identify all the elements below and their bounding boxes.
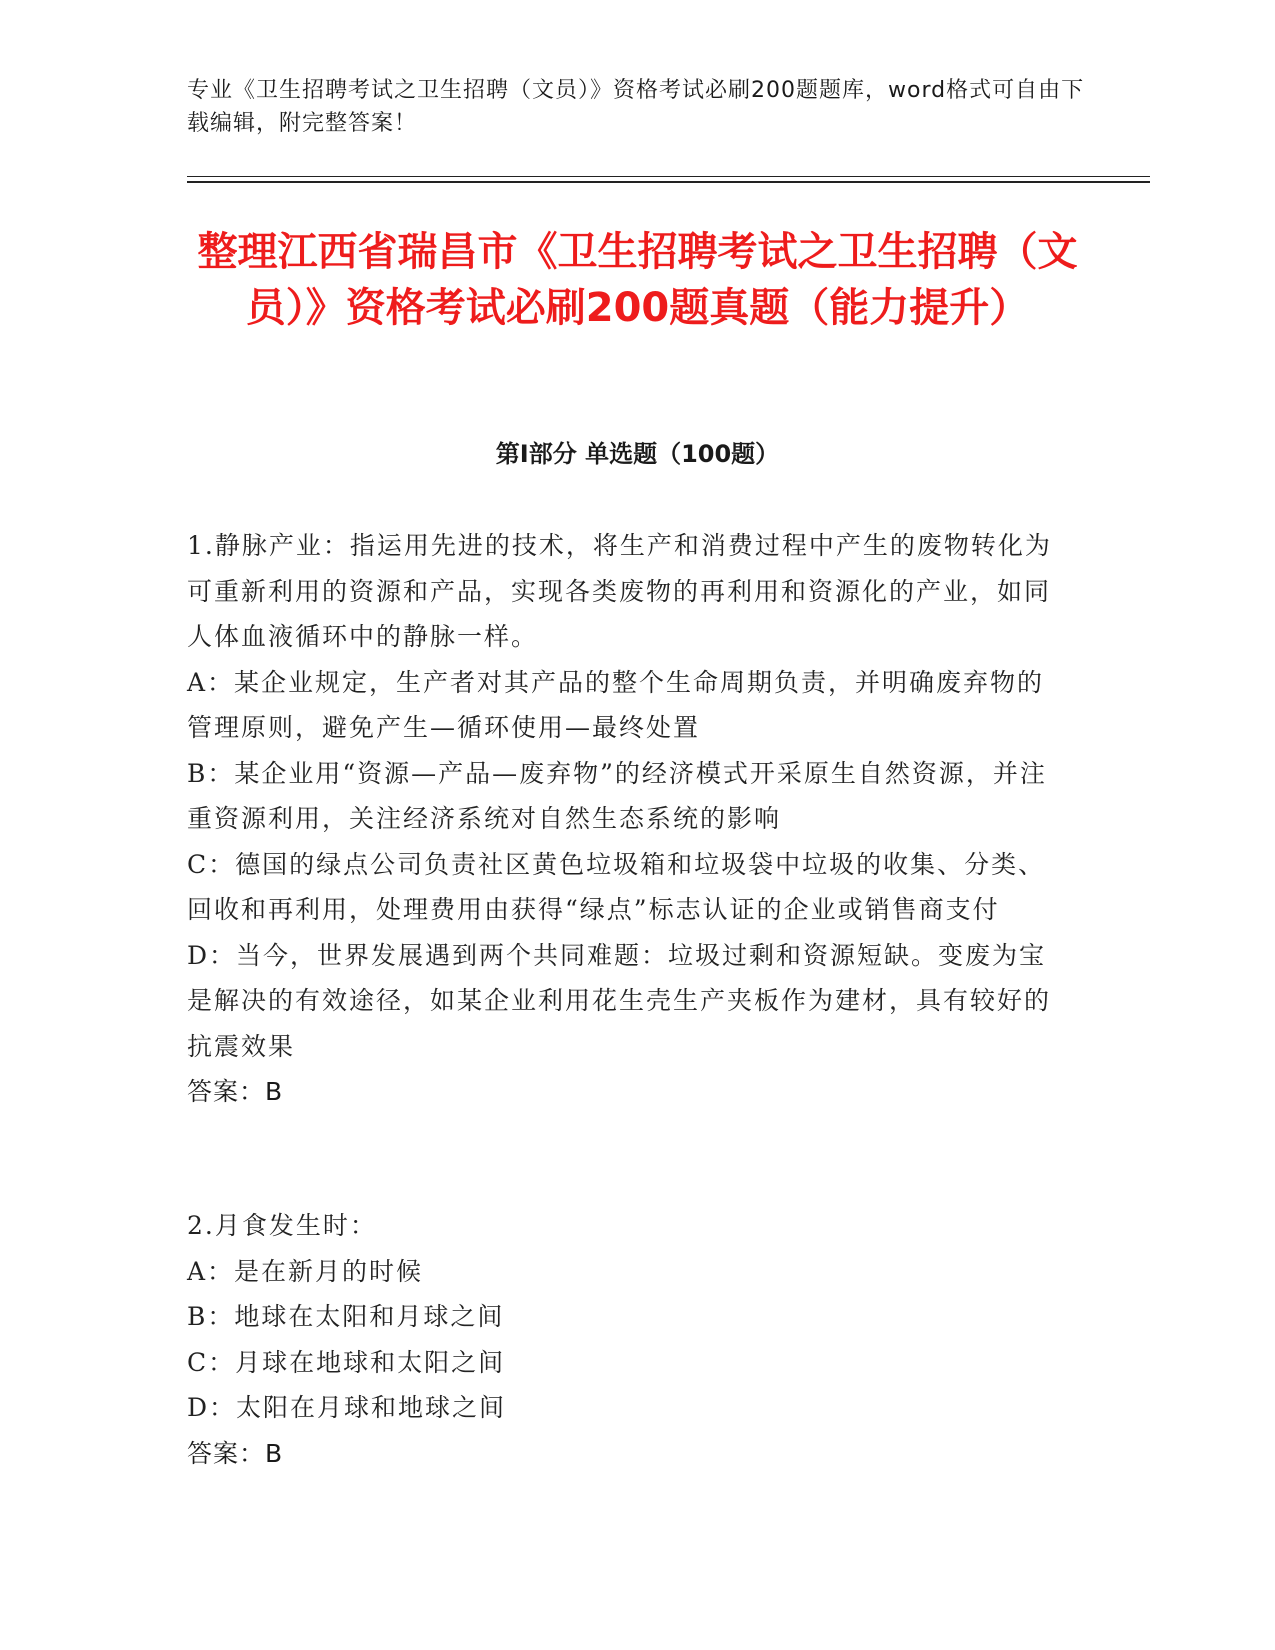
header-divider-thin xyxy=(187,176,1150,177)
question-stem: 2.月食发生时： xyxy=(187,1211,377,1240)
question-stem: 1.静脉产业：指运用先进的技术，将生产和消费过程中产生的废物转化为可重新利用的资源和产品，实现各类废物的再利用和资源化的产业，如同人体血液循环中的静脉一样。 xyxy=(187,531,1052,651)
option-c: C：月球在地球和太阳之间 xyxy=(187,1347,506,1377)
option-d: D：当今，世界发展遇到两个共同难题：垃圾过剩和资源短缺。变废为宝是解决的有效途径，如某企业利用花生壳生产夹板作为建材，具有较好的抗震效果 xyxy=(187,940,1052,1061)
document-title: 整理江西省瑞昌市《卫生招聘考试之卫生招聘（文员）》资格考试必刷200题真题（能力提升） xyxy=(197,229,1078,331)
header-note: 专业《卫生招聘考试之卫生招聘（文员）》资格考试必刷200题题库，word格式可自由下载编辑，附完整答案！ xyxy=(187,78,1085,136)
header-divider-thick xyxy=(187,181,1150,183)
section-heading: 第Ⅰ部分 单选题（100题） xyxy=(495,440,780,468)
option-a: A：某企业规定，生产者对其产品的整个生命周期负责，并明确废弃物的管理原则，避免产生—循环使用—最终处置 xyxy=(187,667,1045,742)
question-2 xyxy=(187,1203,1067,1476)
question-1 xyxy=(187,523,1067,1115)
option-b: B：某企业用“资源—产品—废弃物”的经济模式开采原生自然资源，并注重资源利用，关注经济系统对自然生态系统的影响 xyxy=(187,758,1047,833)
option-a: A：是在新月的时候 xyxy=(187,1256,424,1286)
answer: 答案：B xyxy=(187,1077,284,1106)
answer: 答案：B xyxy=(187,1438,284,1468)
option-c: C：德国的绿点公司负责社区黄色垃圾箱和垃圾袋中垃圾的收集、分类、回收和再利用，处理费用由获得“绿点”标志认证的企业或销售商支付 xyxy=(187,849,1046,924)
option-d: D：太阳在月球和地球之间 xyxy=(187,1393,507,1422)
option-b: B：地球在太阳和月球之间 xyxy=(187,1302,505,1331)
